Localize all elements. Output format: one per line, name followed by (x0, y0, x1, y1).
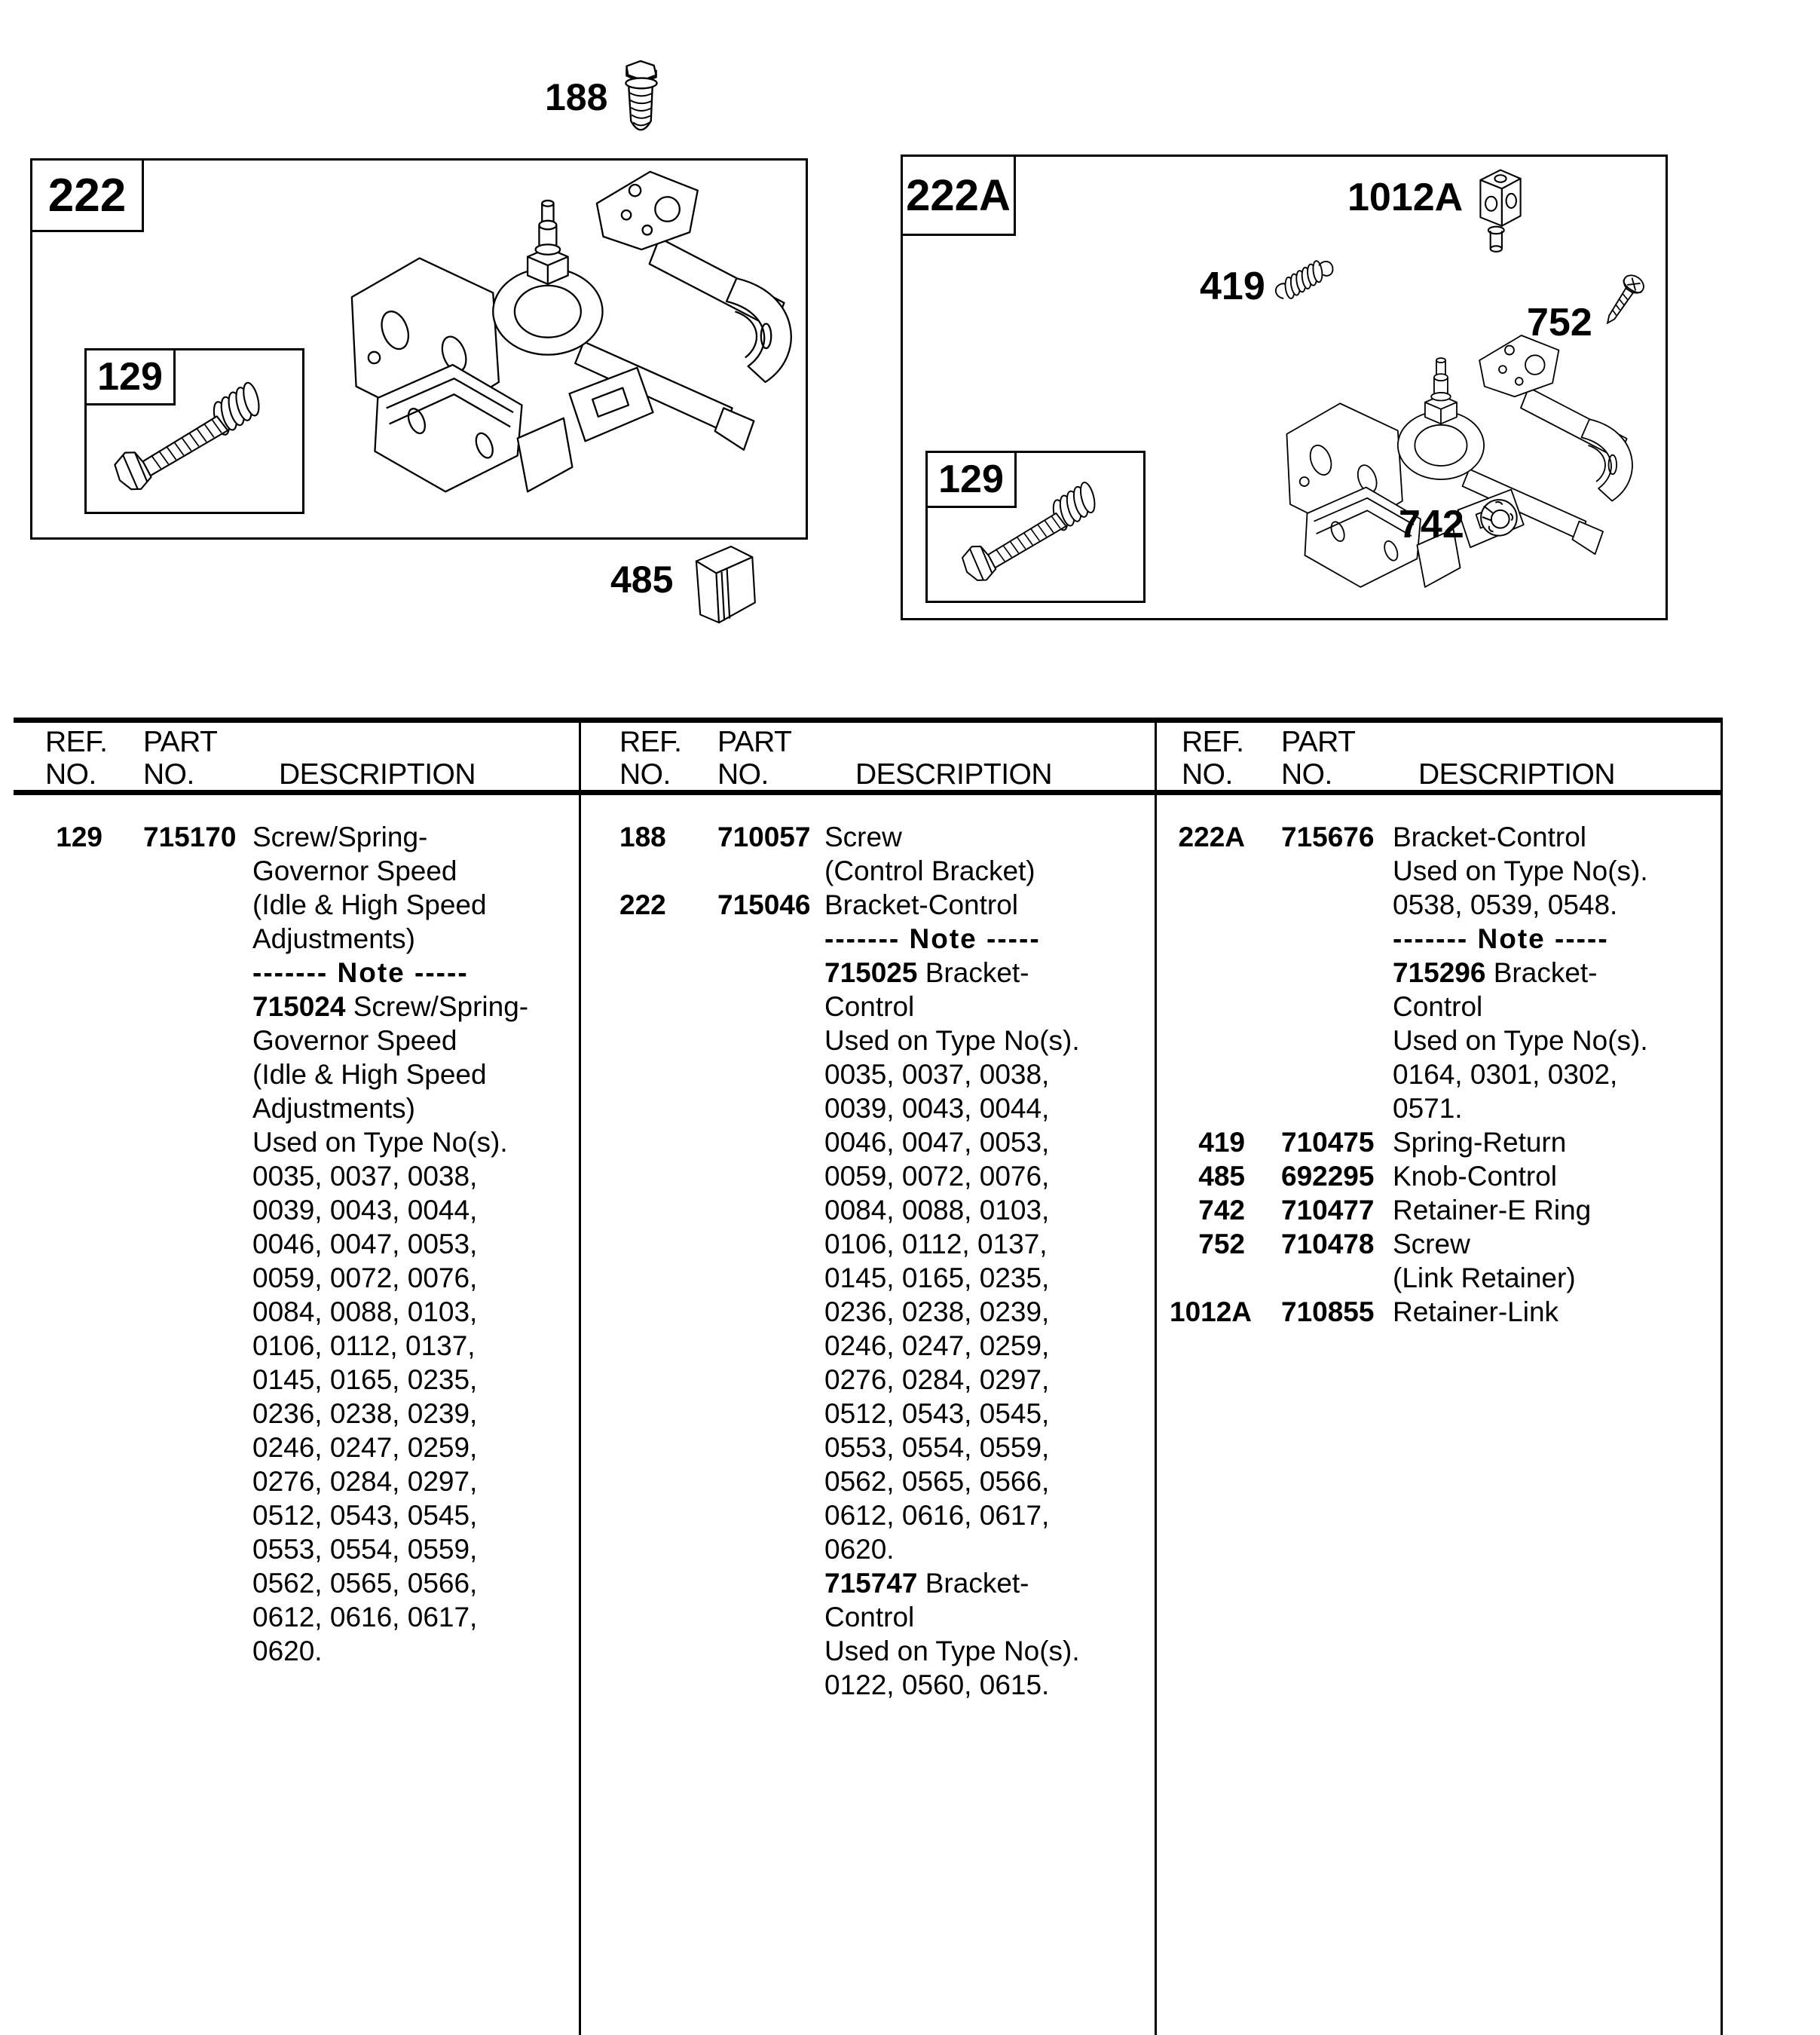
part-no-cell: 692295 (1281, 1161, 1375, 1192)
ref-no-cell: 485 (1198, 1161, 1245, 1192)
description-line: 0512, 0543, 0545, (824, 1398, 1050, 1429)
description-line: Used on Type No(s). (1393, 1025, 1648, 1056)
description-line: 0562, 0565, 0566, (252, 1568, 478, 1599)
description-line: (Control Bracket) (824, 855, 1035, 886)
ref-no-cell: 1012A (1170, 1296, 1253, 1327)
diagram-box-129-right (925, 451, 1146, 603)
ref-no-cell: 129 (56, 822, 102, 852)
header-ref-col2: REF. NO. (619, 726, 682, 791)
description-line: 0035, 0037, 0038, (824, 1059, 1050, 1090)
part-callout-419: 419 (1200, 265, 1265, 308)
description-cell (824, 888, 1129, 1702)
description-line: 0145, 0165, 0235, (252, 1364, 478, 1395)
description-line: Governor Speed (252, 1025, 457, 1056)
box-label-222A: 222A (903, 157, 1016, 236)
ref-no-cell: 188 (619, 822, 666, 852)
part-no-cell: 710475 (1281, 1127, 1375, 1158)
ref-no-cell: 752 (1198, 1229, 1245, 1259)
description-line: (Idle & High Speed (252, 1059, 487, 1090)
description-line: 0612, 0616, 0617, (252, 1602, 478, 1633)
description-line: (Link Retainer) (1393, 1262, 1576, 1293)
description-cell (1393, 1227, 1712, 1295)
description-line: 0236, 0238, 0239, (824, 1296, 1050, 1327)
description-line: Retainer-Link (1393, 1296, 1559, 1327)
table-row (619, 888, 1129, 1702)
description-line: 715747 Bracket- (824, 1568, 1029, 1599)
description-line: 0035, 0037, 0038, (252, 1161, 478, 1192)
table-row (45, 820, 558, 1668)
description-line: Governor Speed (252, 855, 457, 886)
ref-no-cell: 742 (1198, 1195, 1245, 1226)
box-label-129-right: 129 (928, 453, 1017, 508)
description-line: Used on Type No(s). (824, 1025, 1080, 1056)
description-cell (252, 820, 558, 1668)
description-line: 0059, 0072, 0076, (252, 1262, 478, 1293)
description-cell (824, 820, 1129, 888)
description-line: 0084, 0088, 0103, (252, 1296, 478, 1327)
description-line: 0145, 0165, 0235, (824, 1262, 1050, 1293)
part-callout-485: 485 (610, 558, 674, 601)
link-retainer-screw-icon (1596, 267, 1646, 339)
description-line: 0246, 0247, 0259, (252, 1432, 478, 1463)
ref-no-cell: 419 (1198, 1127, 1245, 1158)
box-label-129-left: 129 (87, 350, 176, 405)
description-line: Control (824, 1602, 915, 1633)
control-bracket-assembly-icon-right (1245, 333, 1659, 617)
description-line: 0620. (252, 1636, 323, 1666)
box-label-222: 222 (32, 161, 144, 232)
link-retainer-icon (1471, 164, 1530, 279)
description-cell (1393, 1295, 1712, 1329)
header-part-col2: PART NO. (717, 726, 792, 791)
description-line: Used on Type No(s). (252, 1127, 508, 1158)
description-cell (1393, 1193, 1712, 1227)
table-row (1170, 1295, 1712, 1329)
description-line: Knob-Control (1393, 1161, 1558, 1192)
table-column-3 (1170, 820, 1712, 1329)
description-line: Used on Type No(s). (1393, 855, 1648, 886)
description-line: ------- Note ----- (1393, 923, 1609, 954)
table-divider-1 (579, 718, 581, 2035)
table-column-2 (619, 820, 1129, 1702)
header-ref-col3: REF. NO. (1182, 726, 1244, 791)
description-line: Control (1393, 991, 1483, 1022)
part-no-cell: 710478 (1281, 1229, 1375, 1259)
header-part-col3: PART NO. (1281, 726, 1356, 791)
description-line: 0164, 0301, 0302, (1393, 1059, 1618, 1090)
description-cell (1393, 1159, 1712, 1193)
description-line: 0276, 0284, 0297, (252, 1466, 478, 1497)
description-line: 715024 Screw/Spring- (252, 991, 529, 1022)
ref-no-cell: 222 (619, 889, 666, 920)
hex-screw-icon (618, 59, 663, 140)
table-divider-2 (1155, 718, 1157, 2035)
description-line: 0276, 0284, 0297, (824, 1364, 1050, 1395)
description-cell (1393, 1125, 1712, 1159)
part-no-cell: 715170 (143, 822, 237, 852)
description-line: 0571. (1393, 1093, 1463, 1124)
part-callout-188: 188 (545, 76, 608, 118)
description-line: 0106, 0112, 0137, (824, 1229, 1048, 1259)
header-part-col1: PART NO. (143, 726, 218, 791)
description-line: 0046, 0047, 0053, (252, 1229, 478, 1259)
table-row (1170, 1125, 1712, 1159)
header-description-col2: DESCRIPTION (855, 758, 1053, 791)
part-callout-752: 752 (1527, 301, 1592, 344)
description-line: ------- Note ----- (252, 957, 469, 988)
description-line: 715025 Bracket- (824, 957, 1029, 988)
description-line: 0512, 0543, 0545, (252, 1500, 478, 1531)
description-line: 0084, 0088, 0103, (824, 1195, 1050, 1226)
description-line: 0620. (824, 1534, 895, 1565)
part-no-cell: 710855 (1281, 1296, 1375, 1327)
description-line: 0059, 0072, 0076, (824, 1161, 1050, 1192)
description-line: 0246, 0247, 0259, (824, 1330, 1050, 1361)
table-top-rule (14, 718, 1723, 723)
description-line: Screw (1393, 1229, 1470, 1259)
description-cell (1393, 820, 1712, 1125)
description-line: 0039, 0043, 0044, (824, 1093, 1050, 1124)
description-line: Adjustments) (252, 923, 415, 954)
table-column-1 (45, 820, 558, 1668)
description-line: 0553, 0554, 0559, (252, 1534, 478, 1565)
table-row (1170, 1227, 1712, 1295)
description-line: 0562, 0565, 0566, (824, 1466, 1050, 1497)
table-row (619, 820, 1129, 888)
table-row (1170, 1159, 1712, 1193)
description-line: Bracket-Control (824, 889, 1019, 920)
ref-no-cell: 222A (1178, 822, 1245, 852)
description-line: Used on Type No(s). (824, 1636, 1080, 1666)
description-line: 0122, 0560, 0615. (824, 1669, 1050, 1700)
part-no-cell: 710057 (717, 822, 811, 852)
table-row (1170, 820, 1712, 1125)
description-line: 0236, 0238, 0239, (252, 1398, 478, 1429)
header-ref-col1: REF. NO. (45, 726, 108, 791)
description-line: (Idle & High Speed (252, 889, 487, 920)
table-right-border (1721, 718, 1723, 2035)
description-line: 0046, 0047, 0053, (824, 1127, 1050, 1158)
description-line: 0612, 0616, 0617, (824, 1500, 1050, 1531)
return-spring-icon (1272, 253, 1350, 320)
description-line: 0538, 0539, 0548. (1393, 889, 1618, 920)
governor-screw-spring-icon-right (929, 454, 1142, 599)
table-header-rule (14, 790, 1723, 795)
table-row (1170, 1193, 1712, 1227)
control-knob-icon (686, 541, 758, 635)
diagram-box-129-left (84, 348, 304, 514)
header-description-col3: DESCRIPTION (1418, 758, 1616, 791)
description-line: 0039, 0043, 0044, (252, 1195, 478, 1226)
part-no-cell: 715676 (1281, 822, 1375, 852)
part-callout-742: 742 (1399, 503, 1464, 546)
governor-screw-spring-icon (88, 352, 301, 510)
description-line: Bracket-Control (1393, 822, 1587, 852)
description-line: Adjustments) (252, 1093, 415, 1124)
part-no-cell: 710477 (1281, 1195, 1375, 1226)
description-line: 715296 Bracket- (1393, 957, 1598, 988)
description-line: Retainer-E Ring (1393, 1195, 1592, 1226)
description-line: 0106, 0112, 0137, (252, 1330, 476, 1361)
description-line: Spring-Return (1393, 1127, 1567, 1158)
description-line: Screw/Spring- (252, 822, 428, 852)
description-line: Screw (824, 822, 902, 852)
header-description-col1: DESCRIPTION (279, 758, 476, 791)
part-no-cell: 715046 (717, 889, 811, 920)
description-line: Control (824, 991, 915, 1022)
description-line: ------- Note ----- (824, 923, 1041, 954)
control-bracket-assembly-icon (326, 169, 799, 529)
description-line: 0553, 0554, 0559, (824, 1432, 1050, 1463)
e-ring-icon (1474, 493, 1522, 541)
part-callout-1012A: 1012A (1347, 176, 1464, 219)
